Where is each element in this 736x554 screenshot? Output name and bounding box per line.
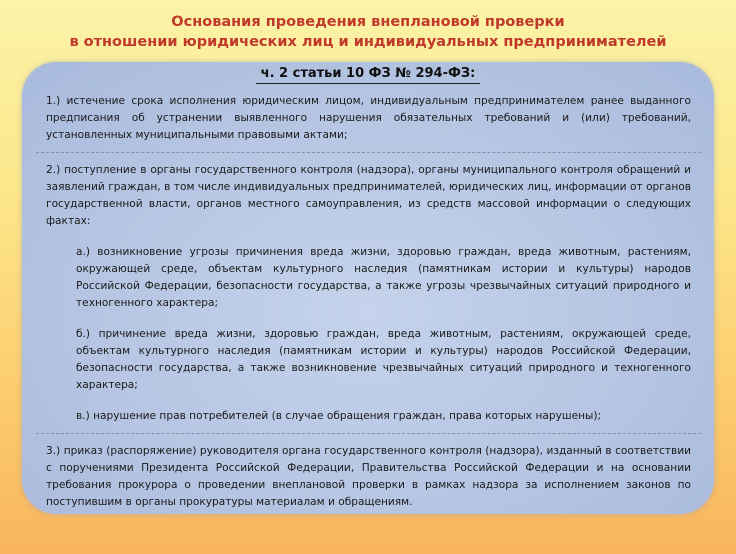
divider (36, 152, 701, 154)
list-item-2b: б.) причинение вреда жизни, здоровью граждан, вреда животным, растениям, окружающей среде, объектам культурного наследия (памятникам истории и культуры) народов Российской Федерации, безопасности государства, а также возникновение чрезвычайных ситуаций природного и техногенного характера; (76, 328, 691, 391)
slide-title (0, 12, 736, 52)
list-item-3: 3.) приказ (распоряжение) руководителя органа государственного контроля (надзора), изданный в соответствии с поручениями Президента Российской Федерации, Правительства Российской Федерации и на основании требования прокурора о проведении внеплановой проверки в рамках надзора за исполнением законов по поступившим в органы прокуратуры материалам и обращениям. (46, 445, 691, 508)
title-line-1: Основания проведения внеплановой проверки (171, 14, 565, 30)
list-item-1: 1.) истечение срока исполнения юридическим лицом, индивидуальным предпринимателем ранее выданного предписания об устранении выявленного нарушения обязательных требований и (или) требований, установленных муниципальными правовыми актами; (46, 95, 691, 141)
subtitle-underline (256, 83, 480, 84)
list-item-2a: а.) возникновение угрозы причинения вреда жизни, здоровью граждан, вреда животным, растениям, окружающей среде, объектам культурного наследия (памятникам истории и культуры) народов Российской Федерации, безопасности государства, а также угрозы чрезвычайных ситуаций природного и техногенного характера; (76, 246, 691, 309)
list-item-2: 2.) поступление в органы государственного контроля (надзора), органы муниципального контроля обращений и заявлений граждан, в том числе индивидуальных предпринимателей, юридических лиц, информации от органов государственной власти, органов местного самоуправления, из средств массовой информации о следующих фактах: (46, 164, 691, 227)
title-line-2: в отношении юридических лиц и индивидуальных предпринимателей (69, 34, 667, 50)
list-item-2c: в.) нарушение прав потребителей (в случае обращения граждан, права которых нарушены); (76, 410, 602, 422)
divider (36, 433, 701, 435)
subtitle: ч. 2 статьи 10 ФЗ № 294-ФЗ: (260, 66, 476, 81)
content-list (46, 93, 691, 511)
